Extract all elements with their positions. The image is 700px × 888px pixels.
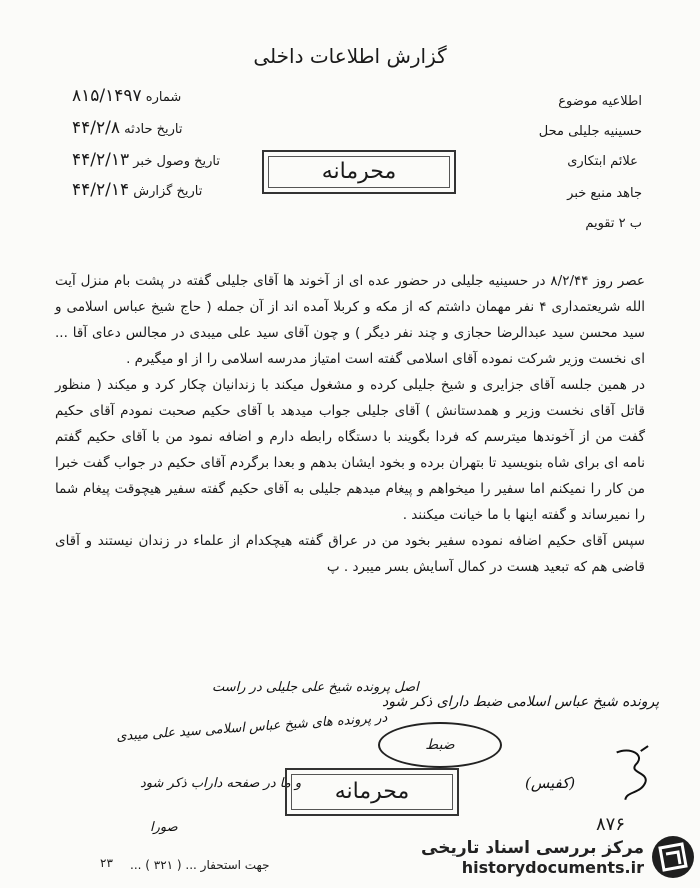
meta-value: ۴۴/۲/۱۳ (72, 150, 130, 170)
confidential-stamp-bottom (285, 768, 459, 816)
meta-subject (527, 94, 652, 109)
meta-label: محل (538, 124, 564, 139)
watermark (284, 834, 694, 880)
meta-value: ۸۱۵/۱۴۹۷ (72, 86, 142, 106)
logo-mark-icon (652, 836, 694, 878)
document-title: گزارش اطلاعات داخلی (253, 44, 447, 68)
handwritten-note: پرونده شیخ عباس اسلامی ضبط دارای ذکر شود (382, 694, 660, 710)
meta-rating (545, 216, 653, 231)
handwritten-oval-note: ضبط (378, 722, 502, 768)
meta-value: اطلاعیه (601, 94, 642, 109)
confidential-stamp (262, 150, 456, 194)
meta-label: تاریخ گزارش (133, 184, 203, 199)
handwritten-note: اصل پرونده شیخ علی جلیلی در راست (212, 680, 419, 695)
meta-codes (567, 154, 652, 169)
watermark-org: مرکز بررسی اسناد تاریخی (421, 837, 644, 858)
meta-value: جاهد (616, 186, 642, 201)
meta-value: حسینیه جلیلی (568, 124, 642, 139)
stamp-inner-border (268, 156, 450, 188)
footer-number: ۲۳ (100, 856, 113, 870)
body-paragraph: عصر روز ۸/۲/۴۴ در حسینیه جلیلی در حضور عده ای از آخوند ها آقای جلیلی گفته در پشت بام منزل آیت الله شریعتمداری ۴ نفر مهمان داشتم که از مکه و کربلا آمده اند از آن جمله ( حاج شیخ عباس اسلامی و سید محسن سید عبدالرضا حجازی و چند نفر دیگر ) و چون آقای سید علی میبدی در مجالس دعای آقا ... ای نخست وزیر شرکت نموده آقای اسلامی گفته است امتیاز مدرسه اسلامی را از او میگیرم . (55, 273, 645, 367)
signature-scribble-icon (610, 739, 662, 805)
handwritten-signature (610, 739, 663, 810)
meta-label: منبع خبر (567, 186, 613, 201)
stamp-text: محرمانه (334, 779, 410, 804)
meta-value: ۴۴/۲/۱۴ (72, 180, 130, 200)
stamp-inner-border (291, 774, 453, 810)
watermark-text (421, 838, 644, 877)
meta-report-date (60, 180, 202, 200)
archive-logo-icon (652, 836, 694, 878)
handwritten-note: و ما در صفحه داراب ذکر شود (140, 776, 302, 791)
meta-label: شماره (145, 90, 182, 105)
meta-label: تقویم (585, 216, 615, 231)
body-paragraph: سپس آقای حکیم اضافه نموده سفیر بخود من در عراق گفته هیچکدام از علماء در زندان نیستند و آقای قاضی هم که تبعید هست در کمال آسایش بسر میبرد . پ (55, 533, 645, 575)
footer-text: جهت استحفار ... ( ۳۲۱ ) ... (130, 858, 270, 872)
stamp-text: محرمانه (321, 159, 397, 184)
meta-label: تاریخ حادثه (124, 122, 183, 137)
meta-received-date (60, 150, 220, 170)
meta-label: علائم ابتکاری (567, 154, 638, 169)
report-body (55, 268, 645, 580)
handwritten-note: در پرونده های شیخ عباس اسلامی سید علی میبدی (115, 710, 388, 745)
watermark-url: historydocuments.ir (461, 857, 644, 877)
meta-value: ۴۴/۲/۸ (72, 118, 120, 138)
meta-value: ب ۲ (618, 216, 642, 231)
meta-label: تاریخ وصول خبر (133, 154, 220, 169)
meta-source (542, 186, 652, 201)
meta-number (60, 86, 181, 106)
body-paragraph: در همین جلسه آقای جزایری و شیخ جلیلی کرده و مشغول میکند با زندانیان چکار کرد و میکند ( منظور قاتل آقای نخست وزیر و همدستانش ) آقای جلیلی جواب میدهد با آقای حکیم صحبت نمودم آقای حکیم گفت من از آخوندها میترسم که فردا بگویند با دستگاه رابطه دارم و اضافه نمود من با آقای حکیم گفتم نامه ای برای شاه بنویسید تا بتهران برده و بخود ایشان بدهم و بعدا برگردم آقای حکیم در جواب گفت خبرا من کار را نمیکنم اما سفیر را میخواهم و پیغام میدهم جلیلی به آقای حکیم گفته سفیر هیچوقت پیغام شما را نمیرساند و گفته اینها با ما خیانت میکنند . (55, 377, 645, 523)
page-number: ۸۷۶ (596, 814, 626, 835)
handwritten-note: صورا (150, 820, 178, 835)
meta-label: موضوع (558, 94, 598, 109)
meta-location (494, 124, 652, 139)
handwritten-note: (کفیس) (525, 774, 576, 792)
meta-incident-date (60, 118, 183, 138)
